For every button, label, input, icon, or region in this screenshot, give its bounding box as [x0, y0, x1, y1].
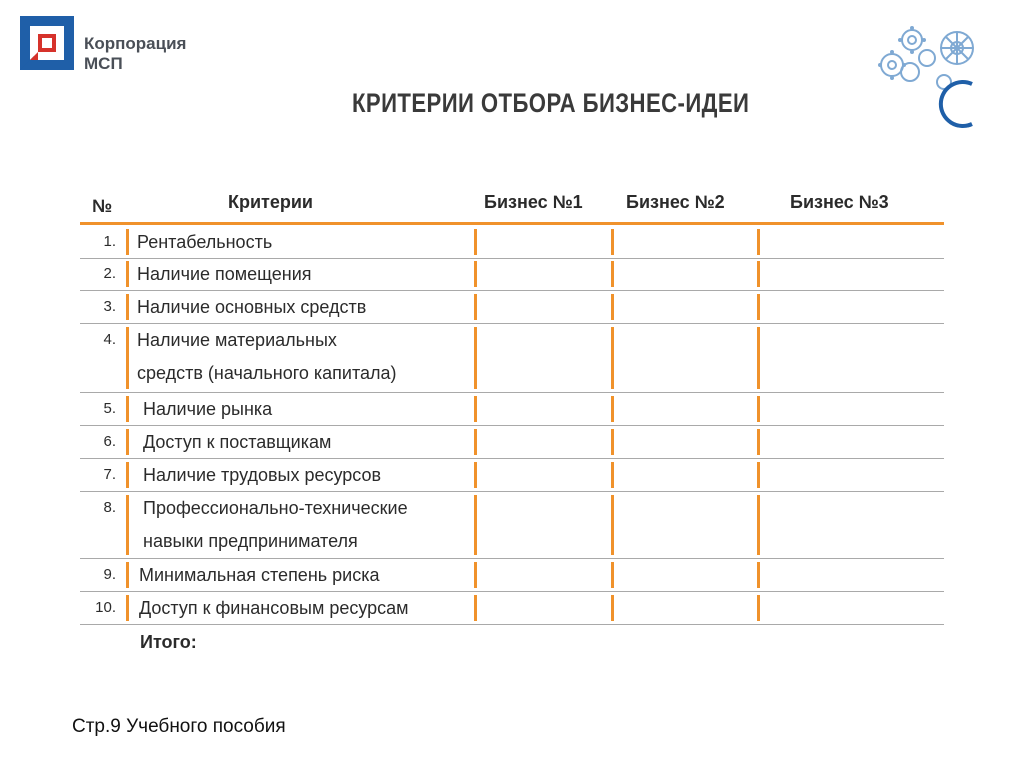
header-criteria: Критерии: [228, 192, 313, 212]
criterion-line-1: Наличие материальных: [137, 330, 337, 350]
row-number: 3.: [103, 298, 116, 315]
row-criterion: [143, 393, 272, 426]
criteria-column-marker: [126, 462, 129, 488]
table-row: [80, 291, 944, 323]
header-business-3: Бизнес №3: [790, 192, 889, 212]
business-column-marker: [611, 429, 614, 455]
row-criterion: [143, 459, 381, 492]
criteria-column-marker: [126, 562, 129, 588]
criterion-line-1: Доступ к поставщикам: [143, 432, 332, 452]
business-column-marker: [757, 261, 760, 287]
criterion-line-2: навыки предпринимателя: [143, 531, 358, 551]
corporation-logo: [18, 14, 218, 76]
table-row: [80, 426, 944, 458]
row-number: 1.: [103, 233, 116, 250]
row-criterion: [139, 559, 380, 592]
table-row: [80, 459, 944, 491]
gears-icon: [872, 20, 982, 130]
table-row: [80, 592, 944, 624]
table-row: [80, 393, 944, 425]
criterion-line-1: Наличие трудовых ресурсов: [143, 465, 382, 485]
business-column-marker: [611, 595, 614, 621]
business-column-marker: [474, 294, 477, 320]
criteria-column-marker: [126, 429, 129, 455]
row-number: 5.: [103, 400, 116, 417]
row-criterion: [137, 258, 312, 291]
header-business-1: Бизнес №1: [484, 192, 583, 212]
row-criterion: [137, 226, 272, 259]
table-row: [80, 258, 944, 290]
row-criterion: [139, 592, 409, 625]
row-criterion: [137, 324, 397, 390]
row-divider: [80, 624, 944, 625]
business-column-marker: [611, 462, 614, 488]
row-number: 7.: [103, 466, 116, 483]
row-criterion: [143, 492, 408, 558]
criterion-line-1: Рентабельность: [137, 232, 273, 252]
criterion-line-1: Доступ к финансовым ресурсам: [139, 598, 409, 618]
row-number: 6.: [103, 433, 116, 450]
business-column-marker: [474, 495, 477, 555]
business-column-marker: [611, 327, 614, 389]
business-column-marker: [611, 495, 614, 555]
criteria-column-marker: [126, 396, 129, 422]
business-column-marker: [474, 261, 477, 287]
criterion-line-2: средств (начального капитала): [137, 363, 397, 383]
logo-mark-icon: [18, 14, 76, 72]
business-column-marker: [611, 396, 614, 422]
criteria-column-marker: [126, 495, 129, 555]
business-column-marker: [757, 495, 760, 555]
logo-line-1: Корпорация: [84, 34, 187, 53]
criterion-line-1: Профессионально-технические: [143, 498, 408, 518]
row-number: 9.: [103, 566, 116, 583]
criterion-line-1: Наличие рынка: [143, 399, 273, 419]
business-column-marker: [757, 294, 760, 320]
criterion-line-1: Наличие помещения: [137, 264, 312, 284]
row-criterion: [143, 426, 331, 459]
criteria-column-marker: [126, 229, 129, 255]
business-column-marker: [474, 327, 477, 389]
criterion-line-1: Наличие основных средств: [137, 297, 367, 317]
table-row: [80, 559, 944, 591]
total-label: Итого:: [140, 632, 197, 652]
business-column-marker: [474, 595, 477, 621]
business-column-marker: [757, 595, 760, 621]
row-number: 4.: [103, 331, 116, 348]
business-column-marker: [757, 562, 760, 588]
business-column-marker: [474, 562, 477, 588]
business-column-marker: [757, 229, 760, 255]
criteria-column-marker: [126, 294, 129, 320]
business-column-marker: [757, 327, 760, 389]
business-column-marker: [757, 462, 760, 488]
table-row: [80, 492, 944, 558]
business-column-marker: [611, 261, 614, 287]
page-title: КРИТЕРИИ ОТБОРА БИЗНЕС-ИДЕИ: [352, 88, 750, 118]
row-number: 10.: [95, 599, 116, 616]
criteria-column-marker: [126, 327, 129, 389]
criterion-line-1: Минимальная степень риска: [139, 565, 380, 585]
row-number: 8.: [103, 499, 116, 516]
business-column-marker: [611, 294, 614, 320]
business-column-marker: [757, 396, 760, 422]
business-column-marker: [474, 396, 477, 422]
business-column-marker: [474, 429, 477, 455]
business-column-marker: [474, 229, 477, 255]
business-column-marker: [611, 562, 614, 588]
business-column-marker: [611, 229, 614, 255]
footer-reference: Стр.9 Учебного пособия: [72, 716, 286, 737]
business-column-marker: [757, 429, 760, 455]
business-column-marker: [474, 462, 477, 488]
header-business-2: Бизнес №2: [626, 192, 725, 212]
table-row: [80, 324, 944, 392]
header-divider: [80, 222, 944, 225]
table-row: [80, 226, 944, 258]
row-criterion: [137, 291, 366, 324]
header-number: №: [92, 196, 113, 216]
logo-text: [84, 34, 186, 74]
criteria-column-marker: [126, 595, 129, 621]
criteria-column-marker: [126, 261, 129, 287]
logo-line-2: МСП: [84, 54, 123, 73]
row-number: 2.: [103, 265, 116, 282]
